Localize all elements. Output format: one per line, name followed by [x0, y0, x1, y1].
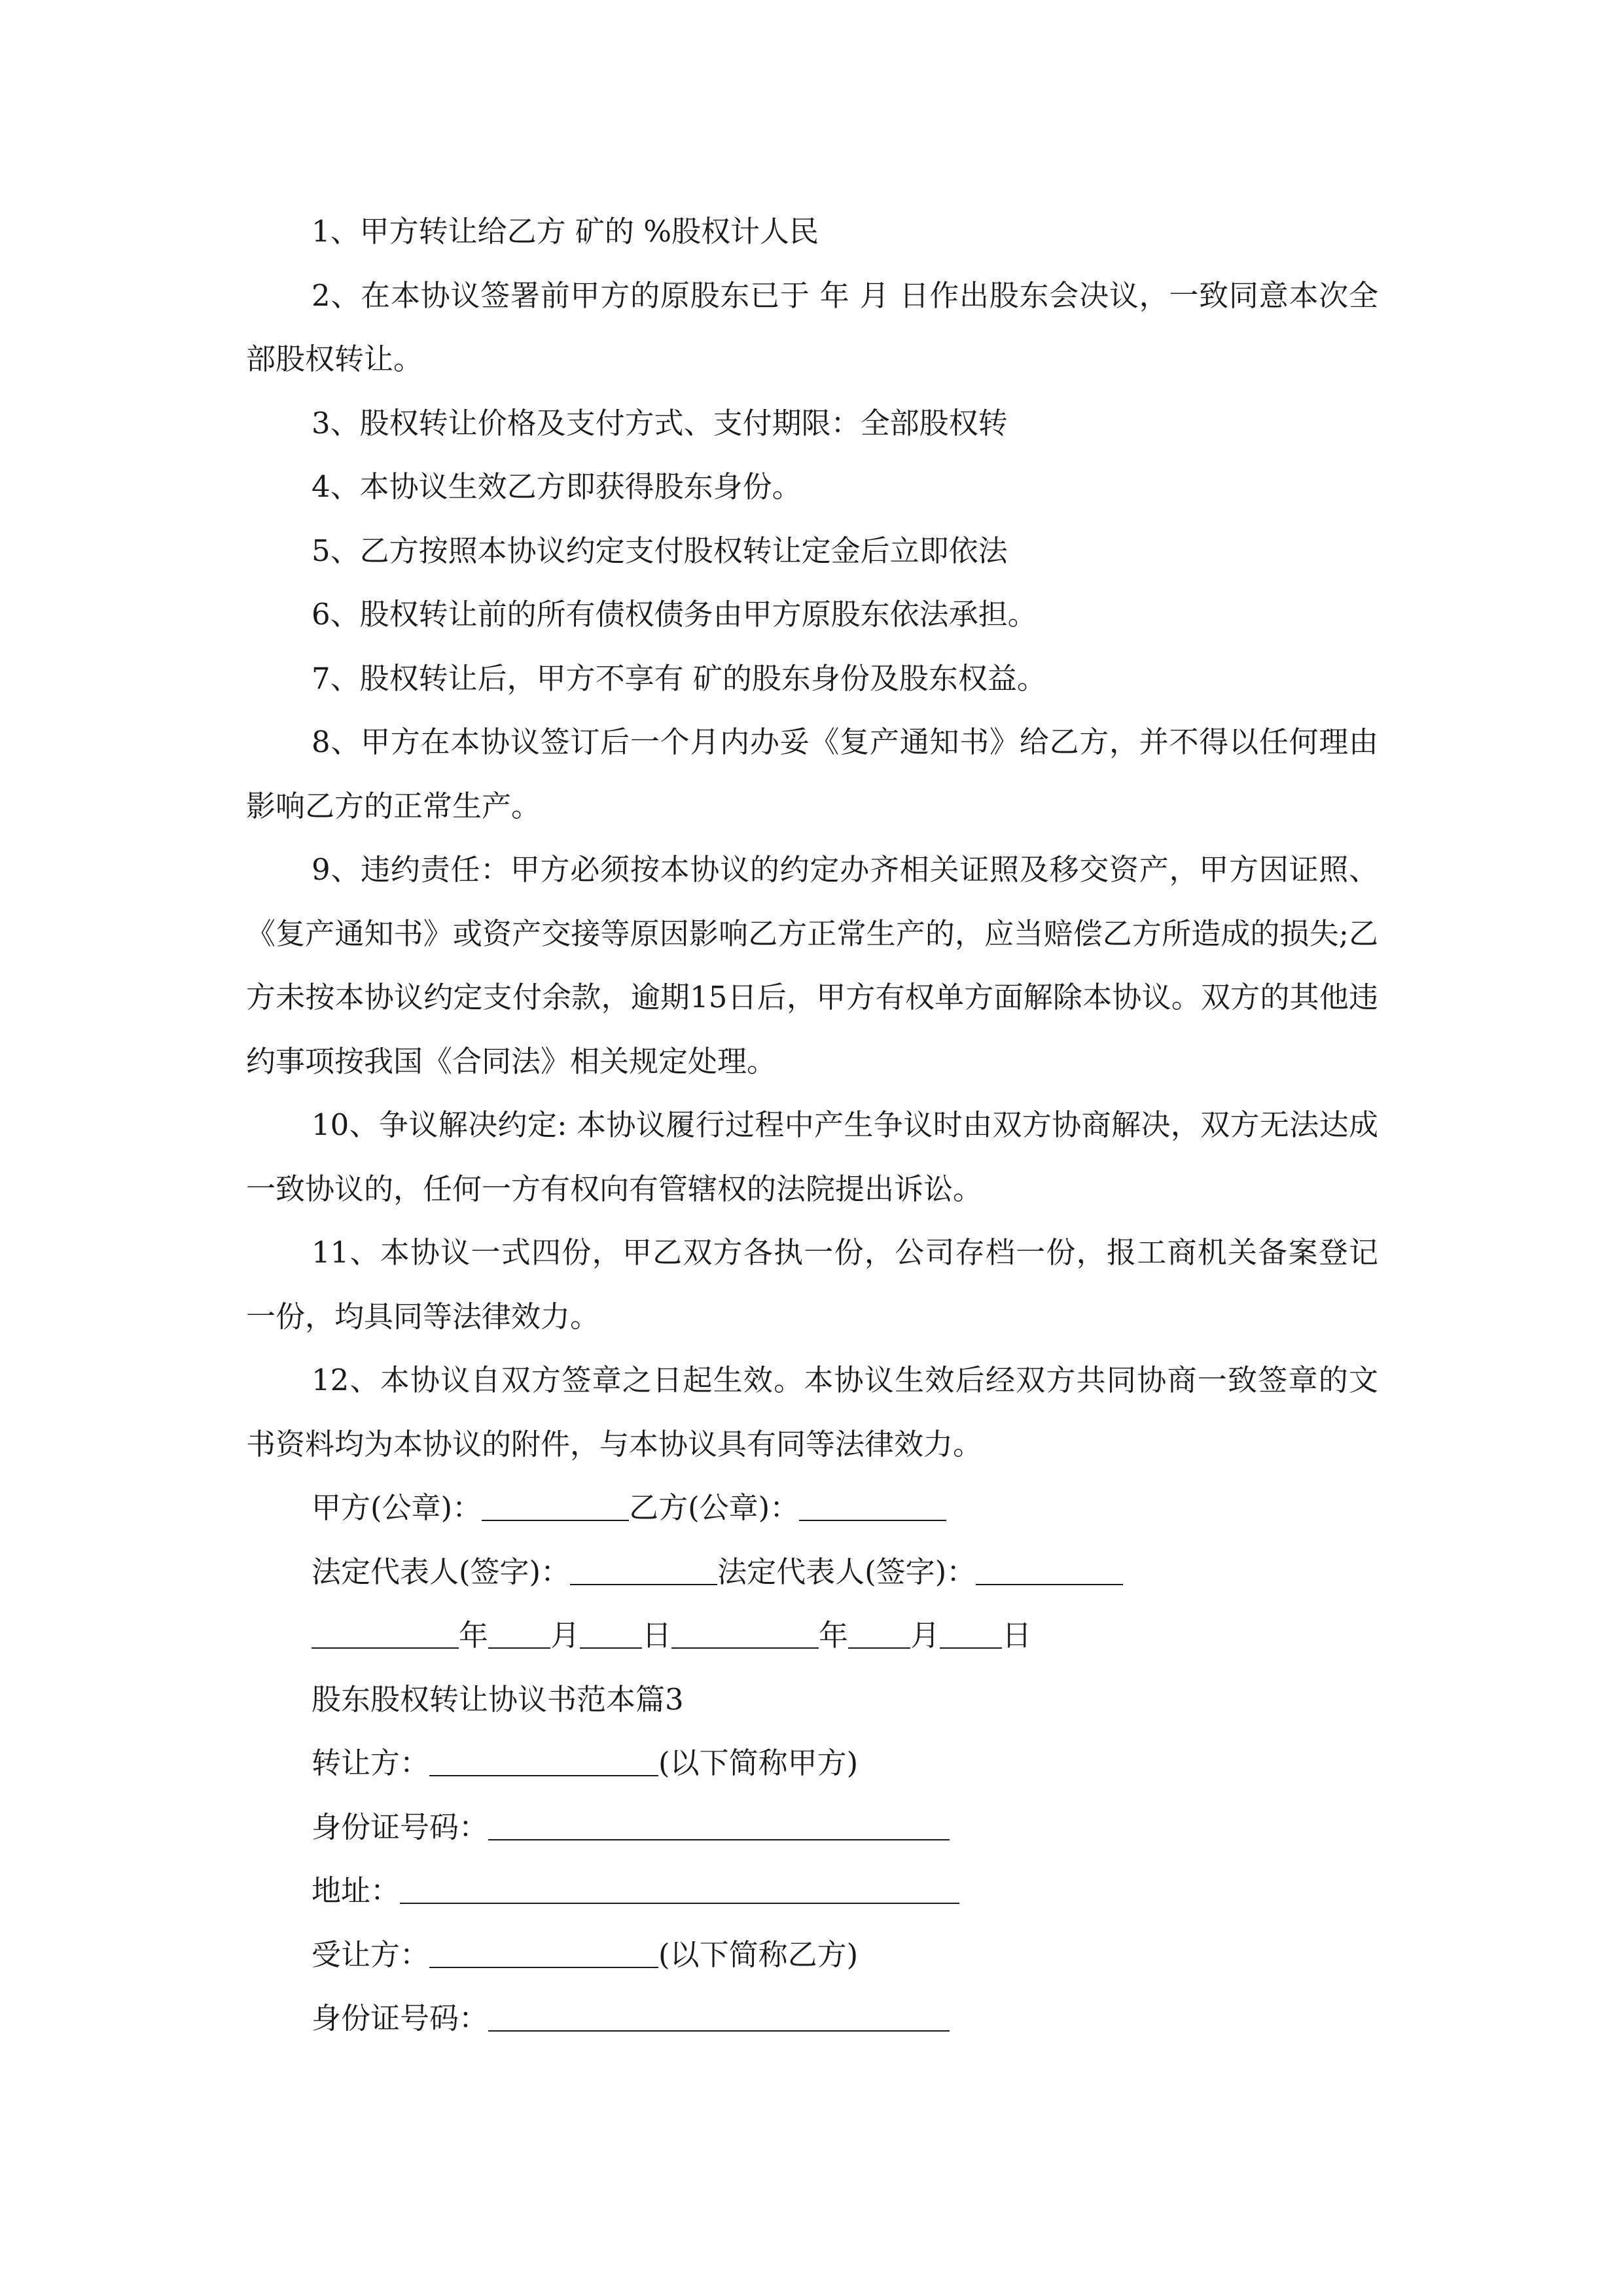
clause-9: 9、违约责任：甲方必须按本协议的约定办齐相关证照及移交资产，甲方因证照、《复产通知书》或资产交接等原因影响乙方正常生产的，应当赔偿乙方所造成的损失;乙方未按本协议约定支付余款，逾期15日后，甲方有权单方面解除本协议。双方的其他违约事项按我国《合同法》相关规定处理。: [246, 852, 1378, 1079]
transferor-note: (以下简称甲方): [658, 1746, 859, 1780]
clause-2: 2、在本协议签署前甲方的原股东已于 年 月 日作出股东会决议，一致同意本次全部股权转让。: [246, 278, 1378, 376]
transferee-line: [246, 1923, 1378, 1987]
clause-3: 3、股权转让价格及支付方式、支付期限：全部股权转: [312, 405, 1008, 440]
rep-a-label: 法定代表人(签字)：: [312, 1554, 571, 1589]
party-b-seal-label: 乙方(公章)：: [629, 1490, 800, 1525]
party-a-seal-label: 甲方(公章)：: [312, 1490, 482, 1525]
transferor-line: [246, 1731, 1378, 1795]
transferor-id-label: 身份证号码：: [312, 1809, 489, 1844]
date-a-day-field[interactable]: [580, 1618, 642, 1649]
transferee-id-field[interactable]: [488, 2001, 950, 2032]
clause-7: 7、股权转让后，甲方不享有 矿的股东身份及股东权益。: [312, 660, 1046, 696]
rep-b-signature-field[interactable]: [976, 1554, 1123, 1585]
transferor-label: 转让方：: [312, 1746, 430, 1780]
address-line: [246, 1859, 1378, 1923]
date-b-year-label: 年: [819, 1618, 849, 1653]
transferor-field[interactable]: [429, 1746, 658, 1776]
clause-8: 8、甲方在本协议签订后一个月内办妥《复产通知书》给乙方，并不得以任何理由影响乙方的正常生产。: [246, 725, 1378, 823]
address-field[interactable]: [400, 1873, 959, 1904]
address-label: 地址：: [312, 1873, 401, 1908]
clause-1: 1、甲方转让给乙方 矿的 %股权计人民: [312, 214, 819, 249]
date-line: [246, 1604, 1378, 1668]
clause-10: 10、争议解决约定: 本协议履行过程中产生争议时由双方协商解决，双方无法达成一致协议的，任何一方有权向有管辖权的法院提出诉讼。: [246, 1107, 1378, 1206]
representative-line: [246, 1540, 1378, 1604]
transferee-id-label: 身份证号码：: [312, 2001, 489, 2036]
rep-b-label: 法定代表人(签字)：: [717, 1554, 976, 1589]
date-a-month-field[interactable]: [488, 1618, 550, 1649]
transferee-field[interactable]: [429, 1937, 658, 1968]
date-a-month-label: 月: [550, 1618, 580, 1653]
date-b-year-field[interactable]: [671, 1618, 819, 1649]
clause-12: 12、本协议自双方签章之日起生效。本协议生效后经双方共同协商一致签章的文书资料均为本协议的附件，与本协议具有同等法律效力。: [246, 1363, 1378, 1462]
date-a-year-label: 年: [459, 1618, 489, 1653]
section-title: 股东股权转让协议书范本篇3: [312, 1681, 684, 1717]
date-a-day-label: 日: [642, 1618, 672, 1653]
seal-line: [246, 1476, 1378, 1540]
clause-6: 6、股权转让前的所有债权债务由甲方原股东依法承担。: [312, 597, 1037, 632]
party-b-seal-field[interactable]: [799, 1490, 946, 1521]
transferee-note: (以下简称乙方): [658, 1937, 859, 1972]
transferee-id-line: [246, 1986, 1378, 2051]
date-b-day-field[interactable]: [940, 1618, 1002, 1649]
transferor-id-line: [246, 1795, 1378, 1859]
party-a-seal-field[interactable]: [482, 1490, 629, 1521]
date-b-day-label: 日: [1002, 1618, 1032, 1653]
clause-11: 11、本协议一式四份，甲乙双方各执一份，公司存档一份，报工商机关备案登记一份，均具同等法律效力。: [246, 1235, 1378, 1334]
transferee-label: 受让方：: [312, 1937, 430, 1972]
rep-a-signature-field[interactable]: [570, 1554, 717, 1585]
date-a-year-field[interactable]: [312, 1618, 459, 1649]
date-b-month-field[interactable]: [848, 1618, 910, 1649]
clause-4: 4、本协议生效乙方即获得股东身份。: [312, 469, 802, 504]
clause-5: 5、乙方按照本协议约定支付股权转让定金后立即依法: [312, 533, 1008, 568]
transferor-id-field[interactable]: [488, 1810, 950, 1840]
date-b-month-label: 月: [910, 1618, 940, 1653]
document-body: [246, 200, 1378, 2051]
